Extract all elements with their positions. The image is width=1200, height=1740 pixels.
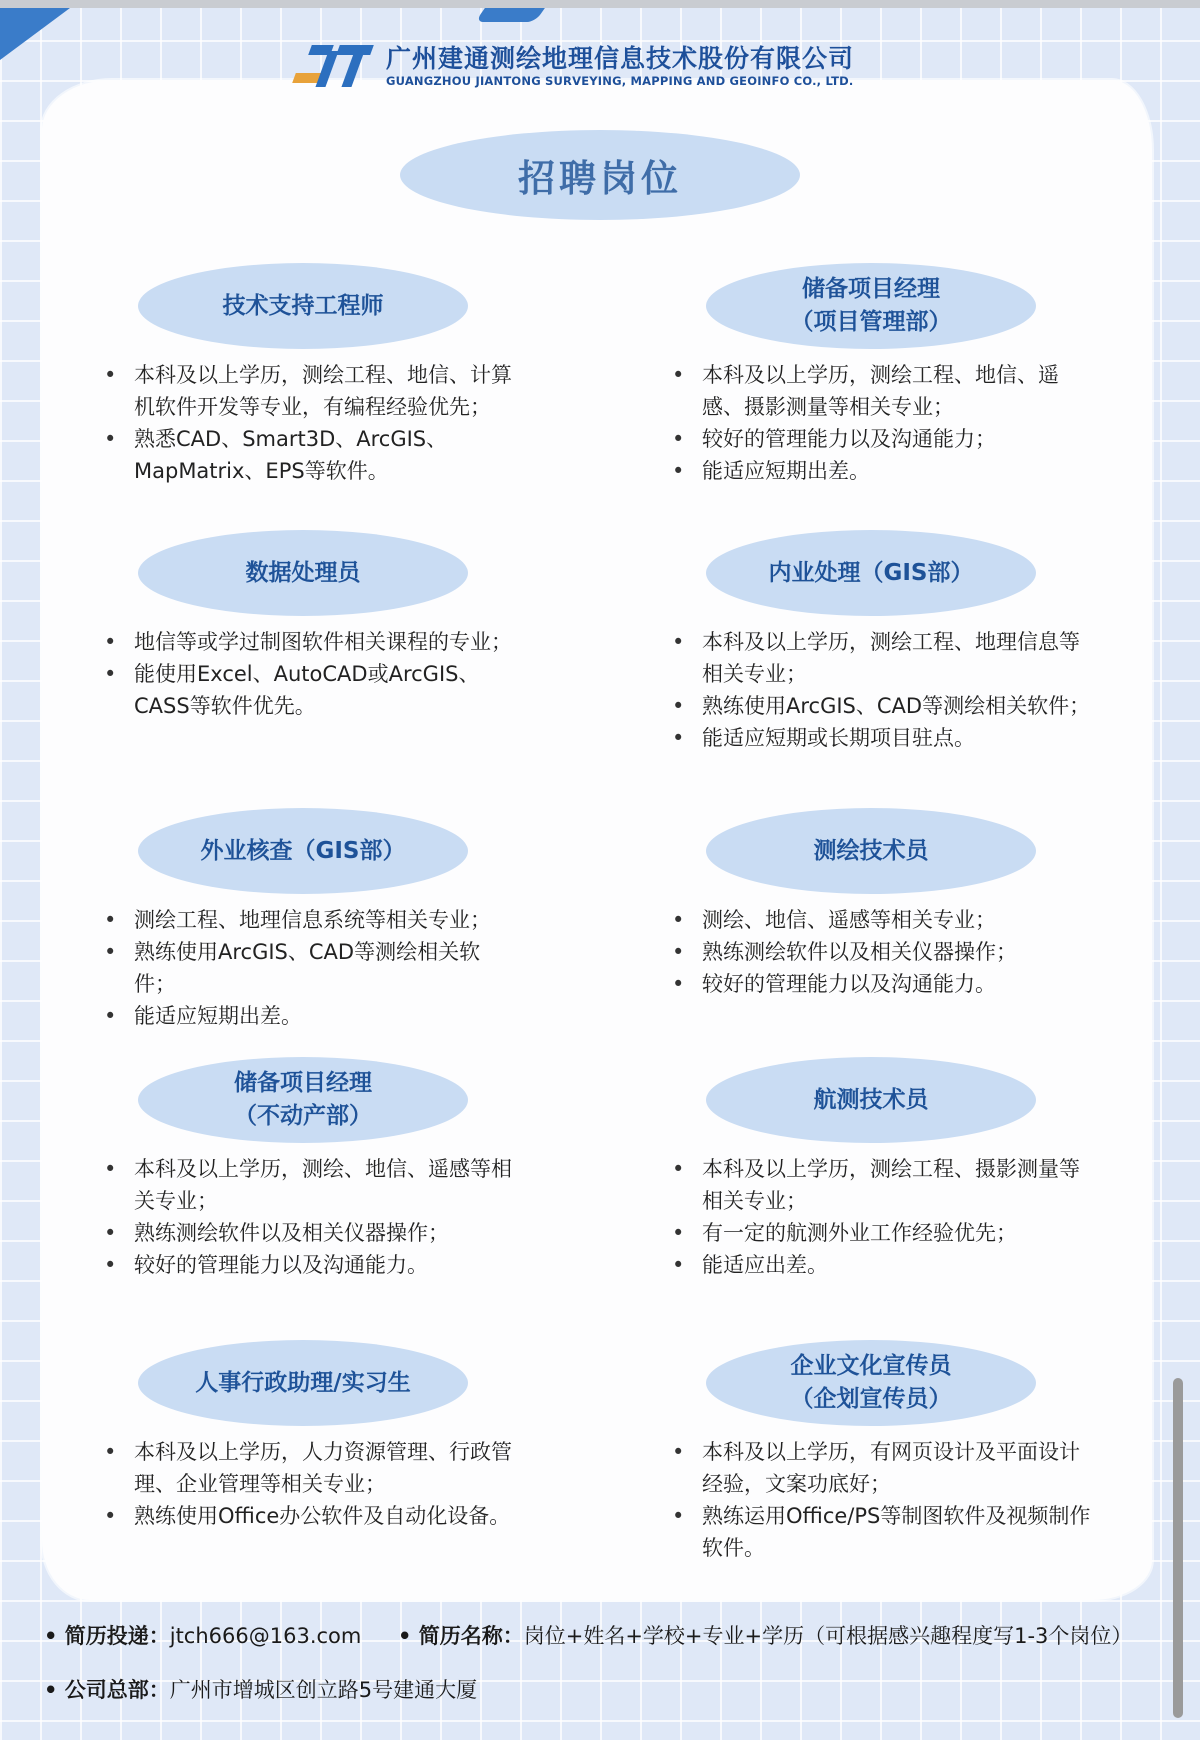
requirement-item: • 熟练使用ArcGIS、CAD等测绘相关软件； [104,936,514,1000]
requirement-item: • 熟练使用Office办公软件及自动化设备。 [104,1500,514,1532]
job-title-line: 内业处理（GIS部） [768,559,974,586]
resume-name-label: 简历名称： [418,1624,524,1648]
job-title-line: （不动产部） [234,1103,372,1129]
requirement-item: • 本科及以上学历，人力资源管理、行政管理、企业管理等相关专业； [104,1436,514,1500]
job-requirements [104,904,514,1032]
job-title-line: 人事行政助理/实习生 [195,1369,411,1396]
resume-label: 简历投递： [64,1624,170,1648]
job-title-line: 航测技术员 [813,1086,929,1113]
requirement-item: • 本科及以上学历，测绘工程、地信、计算机软件开发等专业，有编程经验优先； [104,359,514,423]
requirement-item: • 能使用Excel、AutoCAD或ArcGIS、CASS等软件优先。 [104,658,514,722]
job-requirements [104,626,514,722]
job-requirements [104,1436,514,1532]
company-logo-icon [290,43,374,89]
job-title-line: 技术支持工程师 [222,292,384,319]
resume-email[interactable]: jtch666@163.com [169,1624,362,1648]
job-requirements [672,359,1092,487]
job-title-line: 数据处理员 [245,559,361,586]
requirement-item: • 有一定的航测外业工作经验优先； [672,1217,1092,1249]
company-header [290,40,930,92]
requirement-item: • 熟练测绘软件以及相关仪器操作； [672,936,1092,968]
job-requirements [672,904,1092,1000]
resume-email-line: • 简历投递：jtch666@163.com [44,1624,362,1648]
headquarters-line: • 公司总部：广州市增城区创立路5号建通大厦 [44,1678,478,1702]
requirement-item: • 熟悉CAD、Smart3D、ArcGIS、MapMatrix、EPS等软件。 [104,423,514,487]
company-name-cn: 广州建通测绘地理信息技术股份有限公司 [386,44,855,73]
requirement-item: • 地信等或学过制图软件相关课程的专业； [104,626,514,658]
job-title-line: （企划宣传员） [790,1386,952,1412]
requirement-item: • 能适应出差。 [672,1249,1092,1281]
requirement-item: • 熟练运用Office/PS等制图软件及视频制作软件。 [672,1500,1092,1564]
job-title [706,808,1036,894]
requirement-item: • 较好的管理能力以及沟通能力； [672,423,1092,455]
requirement-item: • 能适应短期出差。 [672,455,1092,487]
resume-name-line: • 简历名称：岗位+姓名+学校+专业+学历（可根据感兴趣程度写1-3个岗位） [398,1624,1133,1648]
scrollbar[interactable] [1173,1378,1183,1718]
requirement-item: • 较好的管理能力以及沟通能力。 [672,968,1092,1000]
resume-name-format: 岗位+姓名+学校+专业+学历（可根据感兴趣程度写1-3个岗位） [523,1624,1133,1648]
job-title [138,808,468,894]
page-title: 招聘岗位 [400,130,800,220]
requirement-item: • 熟练使用ArcGIS、CAD等测绘相关软件； [672,690,1092,722]
job-title-line: 储备项目经理 [234,1070,372,1096]
requirement-item: • 本科及以上学历，测绘工程、地理信息等相关专业； [672,626,1092,690]
job-requirements [104,359,514,487]
job-title [706,263,1036,349]
requirement-item: • 本科及以上学历，测绘工程、摄影测量等相关专业； [672,1153,1092,1217]
job-title [138,1340,468,1426]
job-title-line: 企业文化宣传员 [790,1353,952,1379]
job-title-line: 外业核查（GIS部） [200,837,406,864]
job-title [706,1340,1036,1426]
job-title-line: （项目管理部） [790,309,952,335]
job-requirements [104,1153,514,1281]
requirement-item: • 测绘工程、地理信息系统等相关专业； [104,904,514,936]
headquarters-address: 广州市增城区创立路5号建通大厦 [169,1678,478,1702]
job-title [706,1057,1036,1143]
top-strip [0,0,1200,8]
requirement-item: • 能适应短期出差。 [104,1000,514,1032]
job-title [138,1057,468,1143]
job-requirements [672,626,1092,754]
job-requirements [672,1153,1092,1281]
company-name-en: GUANGZHOU JIANTONG SURVEYING, MAPPING AND GEOINFO CO., LTD. [386,74,854,88]
requirement-item: • 较好的管理能力以及沟通能力。 [104,1249,514,1281]
job-title [138,263,468,349]
job-title-line: 储备项目经理 [802,276,940,302]
job-title-line: 测绘技术员 [813,837,929,864]
requirement-item: • 熟练测绘软件以及相关仪器操作； [104,1217,514,1249]
job-title [138,530,468,616]
requirement-item: • 本科及以上学历，测绘工程、地信、遥感、摄影测量等相关专业； [672,359,1092,423]
requirement-item: • 本科及以上学历，有网页设计及平面设计经验，文案功底好； [672,1436,1092,1500]
job-requirements [672,1436,1092,1564]
headquarters-label: 公司总部： [64,1678,170,1702]
corner-decoration [0,8,70,60]
job-title [706,530,1036,616]
requirement-item: • 测绘、地信、遥感等相关专业； [672,904,1092,936]
slash-decoration [475,8,545,22]
requirement-item: • 能适应短期或长期项目驻点。 [672,722,1092,754]
requirement-item: • 本科及以上学历，测绘、地信、遥感等相关专业； [104,1153,514,1217]
